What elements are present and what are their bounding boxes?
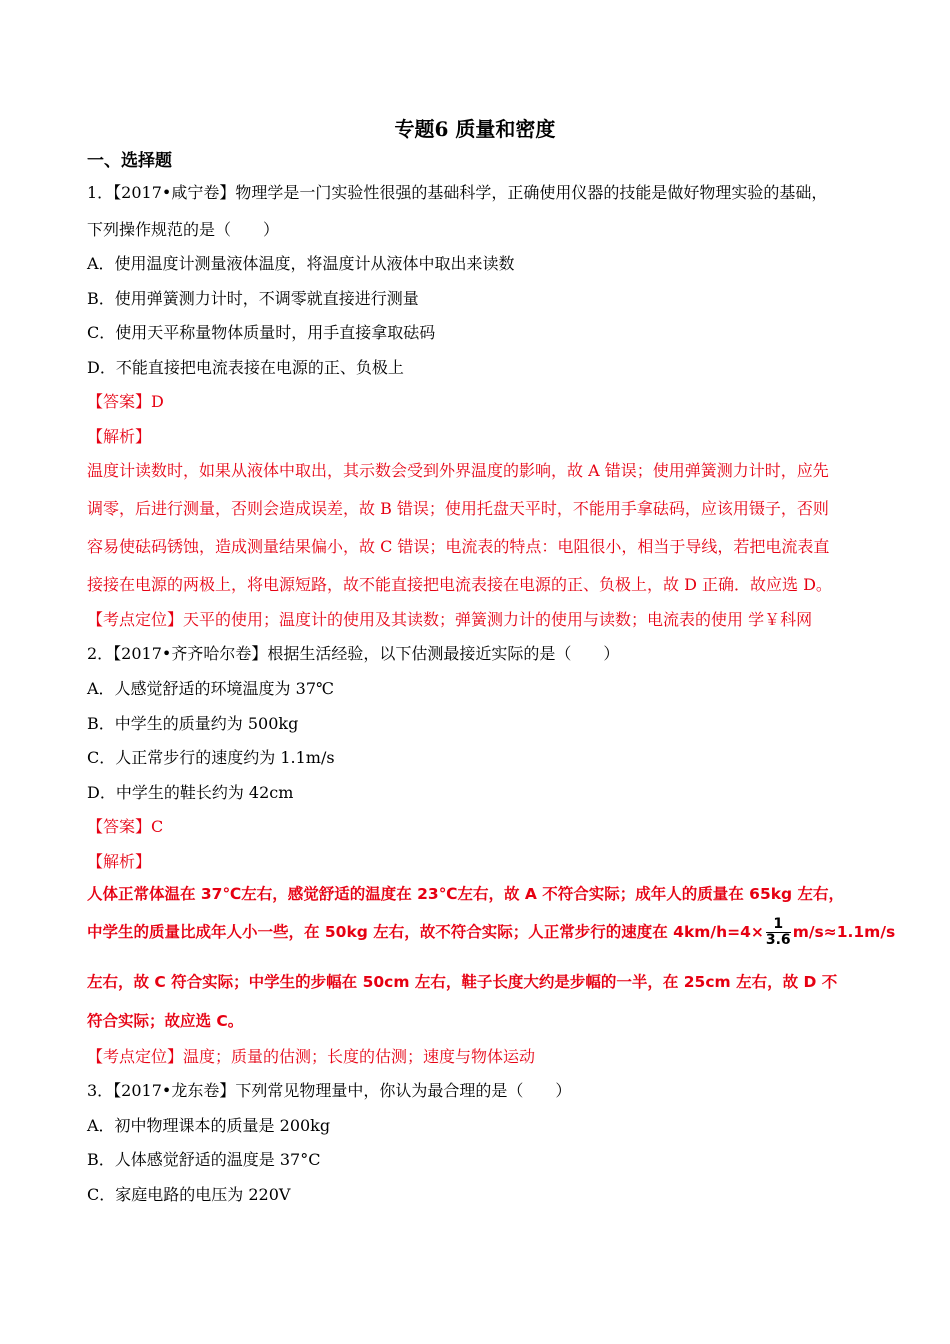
q2-analysis-line-4: 符合实际；故应选 C。	[87, 1012, 244, 1030]
q2-analysis-label: 【解析】	[87, 852, 152, 871]
q3-option-a: A．初中物理课本的质量是 200kg	[87, 1116, 331, 1135]
q1-stem-line-2: 下列操作规范的是（ ）	[87, 220, 280, 239]
q3-option-c: C．家庭电路的电压为 220V	[87, 1185, 291, 1204]
q1-analysis-line-4: 接接在电源的两极上，将电源短路，故不能直接把电流表接在电源的正、负极上，故 D 正确．故应选 D。	[87, 575, 832, 594]
q2-option-b: B．中学生的质量约为 500kg	[87, 714, 299, 733]
q1-answer: 【答案】D	[87, 392, 164, 411]
fraction-numerator: 1	[766, 917, 791, 933]
q2-stem: 2．【2017•齐齐哈尔卷】根据生活经验，以下估测最接近实际的是（ ）	[87, 644, 620, 663]
q2-knowledge-point: 【考点定位】温度；质量的估测；长度的估测；速度与物体运动	[87, 1047, 536, 1066]
q2-option-a: A．人感觉舒适的环境温度为 37℃	[87, 679, 334, 698]
fraction	[766, 917, 791, 948]
q1-analysis-line-3: 容易使砝码锈蚀，造成测量结果偏小，故 C 错误；电流表的特点：电阻很小，相当于导线，若把电流表直	[87, 537, 830, 556]
q2-answer: 【答案】C	[87, 817, 164, 836]
q1-option-b: B．使用弹簧测力计时，不调零就直接进行测量	[87, 289, 419, 308]
q1-option-d: D．不能直接把电流表接在电源的正、负极上	[87, 358, 404, 377]
q1-analysis-line-1: 温度计读数时，如果从液体中取出，其示数会受到外界温度的影响，故 A 错误；使用弹簧测力计时，应先	[87, 461, 829, 480]
doc-title: 专题6 质量和密度	[394, 117, 556, 141]
q1-stem-line-1: 1．【2017•咸宁卷】物理学是一门实验性很强的基础科学，正确使用仪器的技能是做好物理实验的基础，	[87, 183, 828, 202]
q3-option-b: B．人体感觉舒适的温度是 37°C	[87, 1150, 321, 1169]
section-heading: 一、选择题	[87, 151, 172, 171]
q2-analysis-line-3: 左右，故 C 符合实际；中学生的步幅在 50cm 左右，鞋子长度大约是步幅的一半，在 25cm 左右，故 D 不	[87, 973, 838, 991]
q2-analysis-line-2-unit: m/s≈1.1m/s	[792, 923, 896, 941]
q3-stem: 3．【2017•龙东卷】下列常见物理量中，你认为最合理的是（ ）	[87, 1081, 572, 1100]
q1-knowledge-point: 【考点定位】天平的使用；温度计的使用及其读数；弹簧测力计的使用与读数；电流表的使用 学￥科网	[87, 610, 813, 629]
q1-analysis-line-2: 调零，后进行测量，否则会造成误差，故 B 错误；使用托盘天平时，不能用手拿砝码，应该用镊子，否则	[87, 499, 829, 518]
q2-option-c: C．人正常步行的速度约为 1.1m/s	[87, 748, 335, 767]
q2-analysis-line-2-text: 中学生的质量比成年人小一些，在 50kg 左右，故不符合实际；人正常步行的速度在 4km/h=4×	[87, 923, 764, 941]
q1-option-c: C．使用天平称量物体质量时，用手直接拿取砝码	[87, 323, 436, 342]
q1-analysis-label: 【解析】	[87, 427, 152, 446]
q1-option-a: A．使用温度计测量液体温度，将温度计从液体中取出来读数	[87, 254, 515, 273]
q2-option-d: D．中学生的鞋长约为 42cm	[87, 783, 294, 802]
q2-analysis-line-1: 人体正常体温在 37℃左右，感觉舒适的温度在 23℃左右，故 A 不符合实际；成年人的质量在 65kg 左右，	[87, 885, 845, 903]
fraction-denominator: 3.6	[765, 932, 791, 948]
q2-analysis-line-2	[87, 917, 895, 948]
